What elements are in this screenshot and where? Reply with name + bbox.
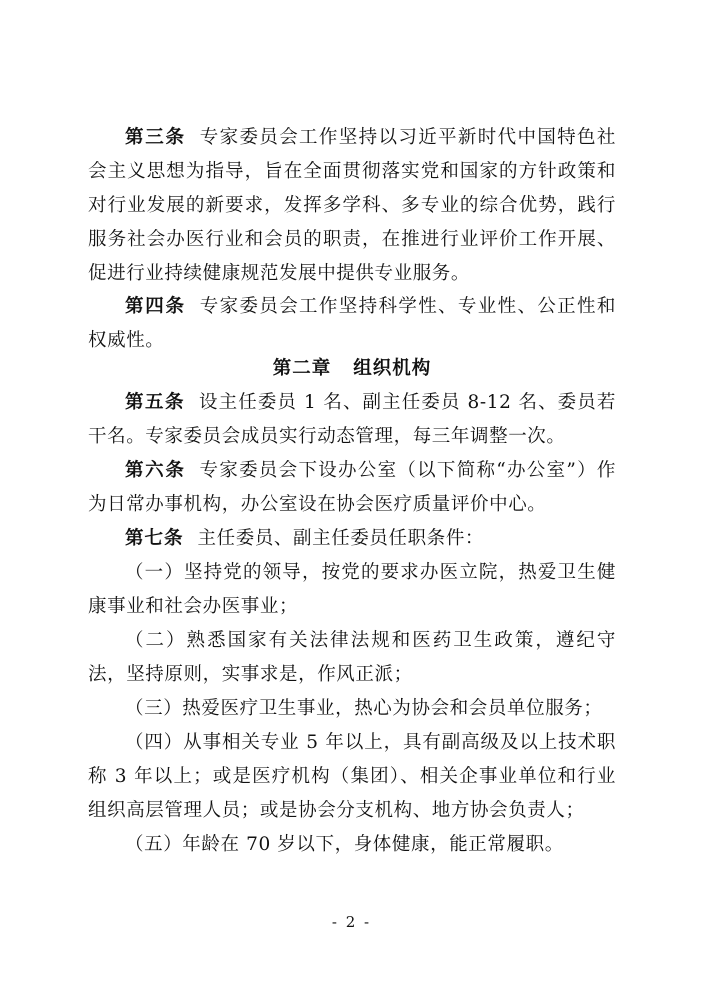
article-5-text: 设主任委员 1 名、副主任委员 8-12 名、委员若干名。专家委员会成员实行动态管理，每三年调整一次。: [88, 392, 616, 447]
page-number: - 2 -: [331, 913, 372, 931]
article-4-label: 第四条: [125, 296, 186, 317]
condition-1: （一）坚持党的领导，按党的要求办医立院，热爱卫生健康事业和社会办医事业；: [88, 562, 616, 617]
chapter-number: 第二章: [272, 358, 332, 379]
article-7: [88, 522, 616, 556]
article-5: [88, 386, 616, 454]
article-3: [88, 121, 616, 291]
article-4: [88, 290, 616, 358]
article-7-label: 第七条: [125, 528, 184, 549]
article-6: [88, 454, 616, 522]
chapter-heading: [88, 352, 616, 386]
article-4-text: 专家委员会工作坚持科学性、专业性、公正性和权威性。: [88, 296, 616, 351]
article-5-label: 第五条: [125, 392, 186, 413]
condition-5: （五）年龄在 70 岁以下，身体健康，能正常履职。: [125, 834, 564, 855]
condition-3: （三）热爱医疗卫生事业，热心为协会和会员单位服务；: [125, 698, 603, 719]
article-3-label: 第三条: [125, 127, 186, 148]
article-6-text: 专家委员会下设办公室（以下简称“办公室”）作为日常办事机构，办公室设在协会医疗质量评价中心。: [88, 460, 616, 515]
condition-4: （四）从事相关专业 5 年以上，具有副高级及以上技术职称 3 年以上；或是医疗机构（集团）、相关企事业单位和行业组织高层管理人员；或是协会分支机构、地方协会负责人；: [88, 732, 616, 821]
condition-2: （二）熟悉国家有关法律法规和医药卫生政策，遵纪守法，坚持原则，实事求是，作风正派；: [88, 630, 616, 685]
chapter-title: 组织机构: [353, 358, 432, 379]
article-7-text: 主任委员、副主任委员任职条件：: [197, 528, 485, 549]
article-3-text: 专家委员会工作坚持以习近平新时代中国特色社会主义思想为指导，旨在全面贯彻落实党和国家的方针政策和对行业发展的新要求，发挥多学科、多专业的综合优势，践行服务社会办医行业和会员的职责，在推进行业评价工作开展、促进行业持续健康规范发展中提供专业服务。: [88, 127, 616, 284]
article-6-label: 第六条: [125, 460, 186, 481]
